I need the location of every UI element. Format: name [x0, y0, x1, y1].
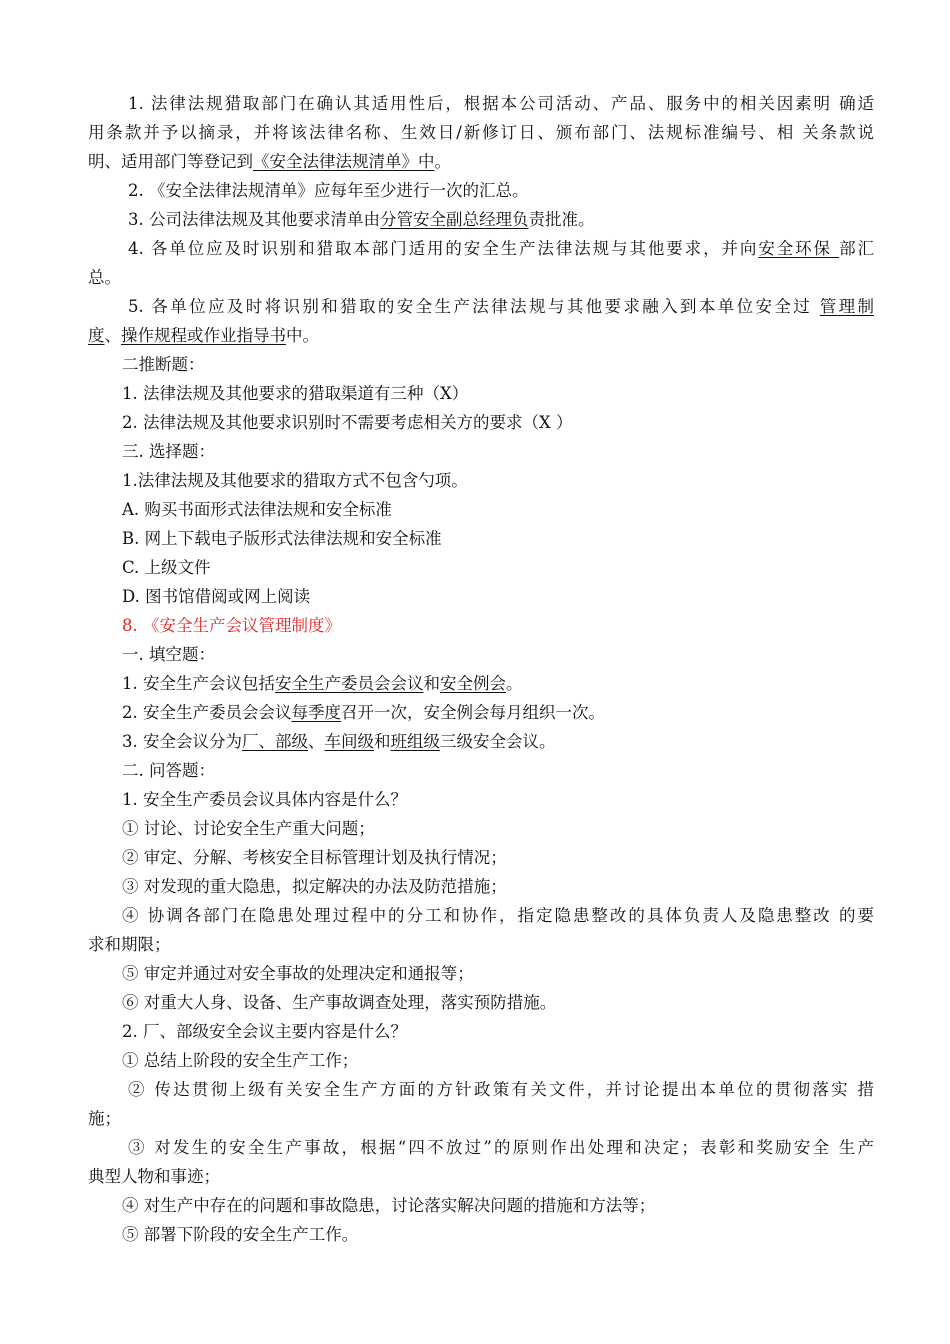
answer-line	[88, 1104, 874, 1133]
chapter-heading	[88, 611, 874, 640]
paragraph-line	[88, 89, 874, 118]
paragraph-line	[88, 698, 874, 727]
text: 2. 法律法规及其他要求识别时不需要考虑相关方的要求（X ）	[122, 413, 573, 432]
underlined-answer: 分管安全副总经理负	[380, 210, 529, 229]
option-line	[88, 495, 874, 524]
text: 5. 各单位应及时将识别和猎取的安全生产法律法规与其他要求融入到本单位安全过	[128, 297, 820, 316]
paragraph-line	[88, 118, 874, 147]
option-line	[88, 553, 874, 582]
text: B. 网上下载电子版形式法律法规和安全标准	[122, 529, 442, 548]
text: C. 上级文件	[122, 558, 211, 577]
text: 8. 《安全生产会议管理制度》	[122, 616, 341, 635]
text: 和	[423, 674, 440, 693]
option-line	[88, 582, 874, 611]
underlined-answer: 操作规程或作业指导书	[121, 326, 286, 345]
answer-line	[88, 1162, 874, 1191]
text: 。	[506, 674, 523, 693]
text: 1.法律法规及其他要求的猎取方式不包含勺项。	[122, 471, 468, 490]
paragraph-line	[88, 408, 874, 437]
answer-line	[88, 1220, 874, 1249]
text: ② 审定、分解、考核安全目标管理计划及执行情况；	[122, 848, 507, 867]
text: 、	[308, 732, 325, 751]
text: ④ 对生产中存在的问题和事故隐患，讨论落实解决问题的措施和方法等；	[122, 1196, 656, 1215]
underlined-answer: 安全生产委员会会议	[275, 674, 424, 693]
text: 4. 各单位应及时识别和猎取本部门适用的安全生产法律法规与其他要求，并向	[128, 239, 759, 258]
text: 2. 厂、部级安全会议主要内容是什么？	[122, 1022, 407, 1041]
text: 1. 法律法规及其他要求的猎取渠道有三种（X）	[122, 384, 469, 403]
question-line	[88, 785, 874, 814]
paragraph-line	[88, 379, 874, 408]
text: 1. 法律法规猎取部门在确认其适用性后，根据本公司活动、产品、服务中的相关因素明 确适	[128, 94, 874, 113]
underlined-answer: 每季度	[291, 703, 341, 722]
text: 召开一次，安全例会每月组织一次。	[341, 703, 605, 722]
paragraph-line	[88, 263, 874, 292]
paragraph-line	[88, 321, 874, 350]
text: 2. 《安全法律法规清单》应每年至少进行一次的汇总。	[128, 181, 529, 200]
option-line	[88, 524, 874, 553]
text: ③ 对发现的重大隐患，拟定解决的办法及防范措施；	[122, 877, 507, 896]
text: ③ 对发生的安全生产事故，根据“四不放过”的原则作出处理和决定；表彰和奖励安全 生产	[128, 1138, 874, 1157]
text: 1. 安全生产委员会议具体内容是什么？	[122, 790, 407, 809]
section-heading	[88, 640, 874, 669]
paragraph-line	[88, 176, 874, 205]
text: A. 购买书面形式法律法规和安全标准	[122, 500, 392, 519]
text: 3. 安全会议分为	[122, 732, 242, 751]
text: 总。	[88, 268, 121, 287]
text: ② 传达贯彻上级有关安全生产方面的方针政策有关文件，并讨论提出本单位的贯彻落实 措	[128, 1080, 874, 1099]
text: ⑥ 对重大人身、设备、生产事故调查处理，落实预防措施。	[122, 993, 557, 1012]
text: 二推断题：	[122, 355, 205, 374]
section-heading	[88, 437, 874, 466]
text: 责批准。	[528, 210, 595, 229]
text: 二. 问答题：	[122, 761, 215, 780]
text: 明、适用部门等登记到	[88, 152, 253, 171]
answer-line	[88, 843, 874, 872]
answer-line	[88, 1046, 874, 1075]
underlined-answer: 管理制	[819, 297, 874, 316]
answer-line	[88, 814, 874, 843]
answer-line	[88, 901, 874, 930]
text: ④ 协调各部门在隐患处理过程中的分工和协作，指定隐患整改的具体负责人及隐患整改 的要	[122, 906, 874, 925]
text: 施；	[88, 1109, 121, 1128]
section-heading	[88, 756, 874, 785]
text: 3. 公司法律法规及其他要求清单由	[128, 210, 380, 229]
text: 中。	[286, 326, 319, 345]
text: 三级安全会议。	[440, 732, 556, 751]
text: 和	[374, 732, 391, 751]
paragraph-line	[88, 234, 874, 263]
text: D. 图书馆借阅或网上阅读	[122, 587, 311, 606]
text: ① 讨论、讨论安全生产重大问题；	[122, 819, 375, 838]
answer-line	[88, 1191, 874, 1220]
paragraph-line	[88, 205, 874, 234]
text: 部汇	[839, 239, 874, 258]
paragraph-line	[88, 669, 874, 698]
text: 1. 安全生产会议包括	[122, 674, 275, 693]
text: 一. 填空题：	[122, 645, 215, 664]
text: 2. 安全生产委员会会议	[122, 703, 292, 722]
paragraph-line	[88, 466, 874, 495]
text: 、	[104, 326, 121, 345]
underlined-answer: 安全例会	[440, 674, 506, 693]
section-heading	[88, 350, 874, 379]
underlined-answer: 厂、部级	[242, 732, 308, 751]
answer-line	[88, 988, 874, 1017]
text: 典型人物和事迹；	[88, 1167, 220, 1186]
underlined-answer: 安全环保	[758, 239, 840, 258]
text: ① 总结上阶段的安全生产工作；	[122, 1051, 359, 1070]
paragraph-line	[88, 292, 874, 321]
text: 三. 选择题：	[122, 442, 215, 461]
paragraph-line	[88, 147, 874, 176]
text: ⑤ 部署下阶段的安全生产工作。	[122, 1225, 359, 1244]
text: 用条款并予以摘录，并将该法律名称、生效日/新修订日、颁布部门、法规标准编号、相 关条款说	[88, 123, 874, 142]
text: 求和期限；	[88, 935, 171, 954]
underlined-answer: 《安全法律法规清单》中	[253, 152, 435, 171]
underlined-answer: 班组级	[390, 732, 440, 751]
underlined-answer: 车间级	[324, 732, 374, 751]
answer-line	[88, 1133, 874, 1162]
text: ⑤ 审定并通过对安全事故的处理决定和通报等；	[122, 964, 474, 983]
answer-line	[88, 930, 874, 959]
answer-line	[88, 1075, 874, 1104]
underlined-answer: 度	[88, 326, 105, 345]
text: 。	[434, 152, 451, 171]
answer-line	[88, 959, 874, 988]
question-line	[88, 1017, 874, 1046]
paragraph-line	[88, 727, 874, 756]
answer-line	[88, 872, 874, 901]
